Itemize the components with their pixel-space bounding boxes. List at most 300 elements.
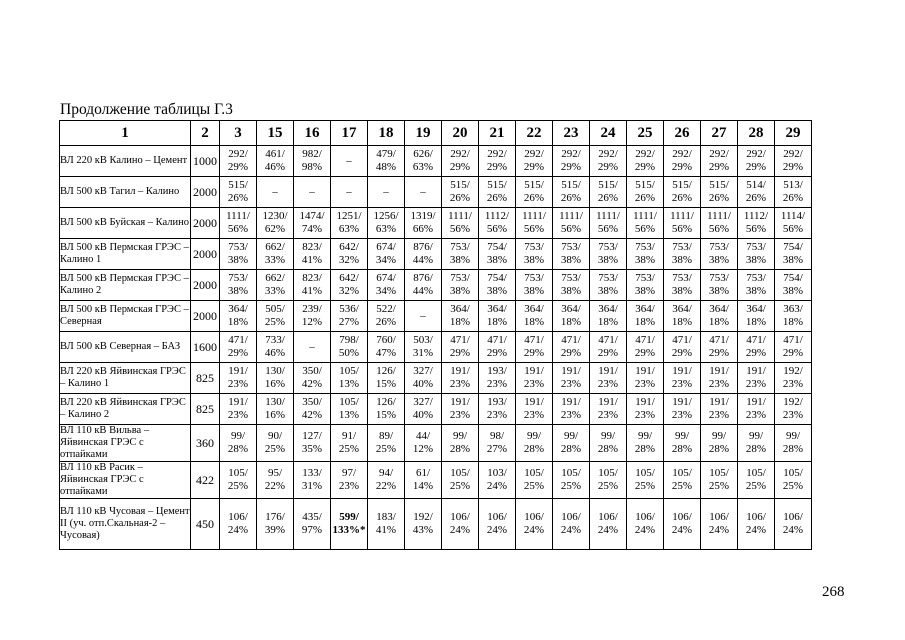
load-percent: 23%: [745, 378, 767, 390]
load-value: 733/: [265, 334, 285, 346]
load-cell: [775, 394, 812, 425]
load-value: 471/: [709, 334, 729, 346]
load-value: 105/: [339, 396, 359, 408]
load-cell: [627, 208, 664, 239]
load-percent: 24%: [449, 524, 471, 536]
load-percent: 66%: [412, 223, 434, 235]
load-value: 106/: [635, 511, 655, 523]
load-value: 435/: [302, 511, 322, 523]
load-cell: [738, 425, 775, 462]
load-percent: 35%: [301, 443, 323, 455]
load-cell: [775, 332, 812, 363]
load-percent: 29%: [486, 161, 508, 173]
load-value: 364/: [746, 303, 766, 315]
load-percent: 38%: [523, 285, 545, 297]
load-percent: 23%: [560, 409, 582, 421]
load-percent: 44%: [412, 285, 434, 297]
load-cell: [405, 425, 442, 462]
load-percent: 38%: [449, 285, 471, 297]
load-percent: 38%: [449, 254, 471, 266]
load-cell: [516, 208, 553, 239]
load-value: 364/: [524, 303, 544, 315]
load-cell: [701, 301, 738, 332]
load-percent: 23%: [597, 378, 619, 390]
load-cell: [701, 462, 738, 499]
load-percent: 15%: [375, 378, 397, 390]
line-name: ВЛ 110 кВ Чусовая – Цемент II (уч. отп.Скальная-2 – Чусовая): [60, 499, 191, 550]
load-cell: [368, 462, 405, 499]
load-percent: 23%: [634, 409, 656, 421]
load-value: 471/: [228, 334, 248, 346]
load-percent: 29%: [634, 161, 656, 173]
load-cell: [627, 425, 664, 462]
load-value: –: [346, 185, 352, 198]
load-cell: [590, 425, 627, 462]
load-cell: [627, 146, 664, 177]
load-value: 626/: [413, 148, 433, 160]
load-percent: 34%: [375, 254, 397, 266]
load-percent: 38%: [634, 254, 656, 266]
load-value: 105/: [228, 467, 248, 479]
load-percent: 28%: [449, 443, 471, 455]
load-value: 753/: [524, 241, 544, 253]
load-cell: [738, 270, 775, 301]
load-percent: 26%: [745, 192, 767, 204]
load-percent: 43%: [412, 524, 434, 536]
load-percent: 29%: [782, 161, 804, 173]
load-percent: 28%: [560, 443, 582, 455]
load-cell: [220, 499, 257, 550]
line-length: 825: [191, 363, 220, 394]
load-cell: [331, 270, 368, 301]
load-percent: 23%: [782, 378, 804, 390]
load-value: 191/: [524, 396, 544, 408]
load-percent: 18%: [560, 316, 582, 328]
column-header: 27: [701, 121, 738, 146]
load-cell: [516, 177, 553, 208]
load-value: 106/: [228, 511, 248, 523]
load-value: 674/: [376, 241, 396, 253]
load-value: 753/: [635, 272, 655, 284]
load-cell: [516, 270, 553, 301]
load-cell: [294, 177, 331, 208]
load-cell: [701, 332, 738, 363]
load-value: 753/: [228, 272, 248, 284]
load-value: 513/: [783, 179, 803, 191]
load-percent: 18%: [523, 316, 545, 328]
load-cell: [405, 499, 442, 550]
load-cell: [701, 363, 738, 394]
column-header: 17: [331, 121, 368, 146]
load-cell: [442, 425, 479, 462]
load-value: 754/: [487, 241, 507, 253]
load-percent: 32%: [338, 285, 360, 297]
load-cell: [257, 499, 294, 550]
load-value: 753/: [746, 241, 766, 253]
load-value: 1230/: [262, 210, 288, 222]
load-value: 798/: [339, 334, 359, 346]
load-cell: [516, 499, 553, 550]
load-value: 105/: [524, 467, 544, 479]
load-percent: 29%: [745, 347, 767, 359]
load-value: 1111/: [559, 210, 583, 222]
load-value: 191/: [561, 396, 581, 408]
load-percent: 63%: [338, 223, 360, 235]
load-value: 1111/: [448, 210, 472, 222]
load-cell: [220, 394, 257, 425]
load-value: 292/: [598, 148, 618, 160]
load-percent: 38%: [708, 285, 730, 297]
load-cell: [220, 177, 257, 208]
load-value: 662/: [265, 241, 285, 253]
line-name: ВЛ 110 кВ Вильва – Яйвинская ГРЭС с отпайками: [60, 425, 191, 462]
load-cell: [738, 394, 775, 425]
load-value: 103/: [487, 467, 507, 479]
load-value: 471/: [561, 334, 581, 346]
load-value: 95/: [267, 467, 283, 479]
load-percent: 24%: [560, 524, 582, 536]
load-cell: [405, 394, 442, 425]
load-cell: [257, 146, 294, 177]
load-cell: [442, 208, 479, 239]
load-value: 753/: [746, 272, 766, 284]
load-percent: 23%: [486, 378, 508, 390]
load-value: 753/: [709, 272, 729, 284]
load-percent: 29%: [560, 161, 582, 173]
load-value: 191/: [450, 365, 470, 377]
load-cell: [405, 208, 442, 239]
load-cell: [590, 499, 627, 550]
load-value: 292/: [672, 148, 692, 160]
load-value: 754/: [487, 272, 507, 284]
load-percent: 40%: [412, 409, 434, 421]
load-value: 327/: [413, 365, 433, 377]
load-value: 461/: [265, 148, 285, 160]
load-value: 105/: [561, 467, 581, 479]
load-percent: 38%: [227, 254, 249, 266]
load-percent: 28%: [745, 443, 767, 455]
load-cell: [257, 332, 294, 363]
load-cell: [331, 394, 368, 425]
load-value: 106/: [524, 511, 544, 523]
load-percent: 31%: [301, 480, 323, 492]
load-value: 753/: [228, 241, 248, 253]
load-cell: [294, 499, 331, 550]
load-value: 105/: [709, 467, 729, 479]
load-percent: 28%: [523, 443, 545, 455]
load-percent: 29%: [227, 161, 249, 173]
load-value: 94/: [378, 467, 394, 479]
load-cell: [442, 332, 479, 363]
load-percent: 42%: [301, 378, 323, 390]
column-header: 26: [664, 121, 701, 146]
load-cell: [479, 332, 516, 363]
load-value: 674/: [376, 272, 396, 284]
load-cell: [590, 239, 627, 270]
load-cell: [553, 394, 590, 425]
load-percent: 32%: [338, 254, 360, 266]
load-percent: 56%: [486, 223, 508, 235]
load-value: 1111/: [226, 210, 250, 222]
load-value: 1111/: [633, 210, 657, 222]
load-value: 292/: [746, 148, 766, 160]
line-length: 450: [191, 499, 220, 550]
load-percent: 56%: [634, 223, 656, 235]
load-percent: 38%: [560, 285, 582, 297]
load-percent: 23%: [486, 409, 508, 421]
load-percent: 41%: [375, 524, 397, 536]
load-percent: 25%: [523, 480, 545, 492]
load-percent: 38%: [745, 254, 767, 266]
load-value: 99/: [563, 430, 579, 442]
load-value: –: [309, 185, 315, 198]
line-length: 360: [191, 425, 220, 462]
load-percent: 18%: [486, 316, 508, 328]
line-name: ВЛ 220 кВ Яйвинская ГРЭС – Калино 1: [60, 363, 191, 394]
load-value: 1319/: [410, 210, 436, 222]
load-percent: 26%: [523, 192, 545, 204]
line-name: ВЛ 500 кВ Северная – БАЗ: [60, 332, 191, 363]
load-value: 1114/: [780, 210, 806, 222]
load-cell: [553, 208, 590, 239]
load-cell: [442, 363, 479, 394]
load-percent: 48%: [375, 161, 397, 173]
load-percent: 29%: [449, 347, 471, 359]
load-cell: [516, 425, 553, 462]
load-value: 192/: [783, 365, 803, 377]
load-percent: 23%: [560, 378, 582, 390]
load-value: –: [309, 340, 315, 353]
load-percent: 18%: [227, 316, 249, 328]
load-percent: 18%: [782, 316, 804, 328]
load-value: 642/: [339, 272, 359, 284]
load-cell: [257, 363, 294, 394]
load-value: 99/: [600, 430, 616, 442]
load-value: 515/: [672, 179, 692, 191]
load-cell: [479, 177, 516, 208]
load-percent: 31%: [412, 347, 434, 359]
load-cell: [294, 332, 331, 363]
load-value: 191/: [598, 396, 618, 408]
load-percent: 18%: [634, 316, 656, 328]
load-percent: 25%: [597, 480, 619, 492]
load-cell: [664, 208, 701, 239]
load-value: 191/: [228, 365, 248, 377]
load-percent: 23%: [745, 409, 767, 421]
load-cell: [738, 462, 775, 499]
load-cell: [331, 239, 368, 270]
load-percent: 25%: [560, 480, 582, 492]
load-value: 760/: [376, 334, 396, 346]
load-cell: [553, 239, 590, 270]
load-percent: 24%: [782, 524, 804, 536]
load-cell: [331, 208, 368, 239]
load-percent: 29%: [671, 161, 693, 173]
load-value: 515/: [561, 179, 581, 191]
load-cell: [664, 146, 701, 177]
load-cell: [220, 363, 257, 394]
load-value: 89/: [378, 430, 394, 442]
load-cell: [220, 208, 257, 239]
load-cell: [775, 499, 812, 550]
load-value: 105/: [450, 467, 470, 479]
column-header: 2: [191, 121, 220, 146]
load-percent: 29%: [671, 347, 693, 359]
load-value: 183/: [376, 511, 396, 523]
load-percent: 23%: [782, 409, 804, 421]
load-cell: [331, 146, 368, 177]
load-value: 514/: [746, 179, 766, 191]
load-percent: 24%: [597, 524, 619, 536]
load-percent: 26%: [708, 192, 730, 204]
load-value: 753/: [450, 272, 470, 284]
load-value: 327/: [413, 396, 433, 408]
load-value: 982/: [302, 148, 322, 160]
load-percent: 29%: [634, 347, 656, 359]
load-value: 292/: [487, 148, 507, 160]
load-value: 876/: [413, 241, 433, 253]
load-value: 662/: [265, 272, 285, 284]
load-cell: [701, 270, 738, 301]
load-value: 364/: [672, 303, 692, 315]
table-row: [60, 394, 812, 425]
load-percent: 24%: [708, 524, 730, 536]
load-percent: 18%: [708, 316, 730, 328]
load-percent: 25%: [449, 480, 471, 492]
load-value: 1111/: [596, 210, 620, 222]
load-cell: [553, 270, 590, 301]
load-cell: [627, 394, 664, 425]
load-percent: 63%: [412, 161, 434, 173]
load-value: 1111/: [522, 210, 546, 222]
load-cell: [590, 363, 627, 394]
load-cell: [664, 499, 701, 550]
load-cell: [368, 363, 405, 394]
load-value: 191/: [635, 396, 655, 408]
load-value: 823/: [302, 272, 322, 284]
load-cell: [405, 462, 442, 499]
load-value: 1111/: [670, 210, 694, 222]
load-percent: 47%: [375, 347, 397, 359]
load-value: 753/: [635, 241, 655, 253]
load-percent: 26%: [671, 192, 693, 204]
load-percent: 56%: [523, 223, 545, 235]
load-percent: 26%: [375, 316, 397, 328]
load-percent: 29%: [449, 161, 471, 173]
load-cell: [220, 425, 257, 462]
load-cell: [294, 146, 331, 177]
load-cell: [664, 301, 701, 332]
load-cell: [553, 146, 590, 177]
load-value: 753/: [598, 272, 618, 284]
load-value: 99/: [230, 430, 246, 442]
load-value: 106/: [672, 511, 692, 523]
load-percent: 22%: [264, 480, 286, 492]
load-percent: 18%: [745, 316, 767, 328]
load-cell: [590, 301, 627, 332]
load-percent: 38%: [560, 254, 582, 266]
load-cell: [368, 208, 405, 239]
page-number: 268: [822, 584, 845, 600]
load-cell: [738, 177, 775, 208]
load-value: 515/: [228, 179, 248, 191]
table-row: [60, 270, 812, 301]
load-cell: [442, 146, 479, 177]
column-header: 3: [220, 121, 257, 146]
load-value: 471/: [487, 334, 507, 346]
load-cell: [590, 177, 627, 208]
load-cell: [294, 394, 331, 425]
load-value: 515/: [487, 179, 507, 191]
load-value: 99/: [711, 430, 727, 442]
load-percent: 29%: [708, 161, 730, 173]
load-percent: 28%: [708, 443, 730, 455]
load-cell: [775, 146, 812, 177]
load-percent: 26%: [486, 192, 508, 204]
load-cell: [479, 394, 516, 425]
load-cell: [701, 425, 738, 462]
load-cell: [442, 462, 479, 499]
load-cell: [738, 301, 775, 332]
load-value: 503/: [413, 334, 433, 346]
load-percent: 29%: [708, 347, 730, 359]
load-value: 536/: [339, 303, 359, 315]
line-length: 2000: [191, 239, 220, 270]
load-percent: 38%: [227, 285, 249, 297]
load-value: 99/: [748, 430, 764, 442]
load-cell: [738, 363, 775, 394]
load-value: 133/: [302, 467, 322, 479]
load-value: 599/: [339, 511, 359, 523]
load-cell: [775, 270, 812, 301]
load-cell: [220, 239, 257, 270]
load-value: 471/: [746, 334, 766, 346]
load-value: 753/: [672, 241, 692, 253]
load-cell: [479, 499, 516, 550]
load-value: 292/: [450, 148, 470, 160]
load-value: 126/: [376, 396, 396, 408]
load-value: 106/: [487, 511, 507, 523]
load-cell: [442, 270, 479, 301]
load-cell: [368, 146, 405, 177]
load-value: –: [383, 185, 389, 198]
load-percent: 24%: [486, 524, 508, 536]
line-name: ВЛ 500 кВ Пермская ГРЭС – Калино 1: [60, 239, 191, 270]
load-value: 191/: [746, 365, 766, 377]
load-cell: [442, 499, 479, 550]
load-cell: [368, 177, 405, 208]
load-value: 753/: [524, 272, 544, 284]
load-percent: 56%: [597, 223, 619, 235]
load-percent: 29%: [745, 161, 767, 173]
load-value: 126/: [376, 365, 396, 377]
load-cell: [257, 394, 294, 425]
load-value: 505/: [265, 303, 285, 315]
load-value: 99/: [674, 430, 690, 442]
load-percent: 56%: [745, 223, 767, 235]
load-cell: [368, 301, 405, 332]
load-value: 106/: [561, 511, 581, 523]
load-cell: [479, 208, 516, 239]
load-value: 127/: [302, 430, 322, 442]
load-value: 191/: [561, 365, 581, 377]
load-value: 191/: [709, 396, 729, 408]
load-cell: [664, 177, 701, 208]
load-value: 106/: [450, 511, 470, 523]
load-value: 364/: [709, 303, 729, 315]
load-value: 292/: [228, 148, 248, 160]
load-value: 471/: [783, 334, 803, 346]
